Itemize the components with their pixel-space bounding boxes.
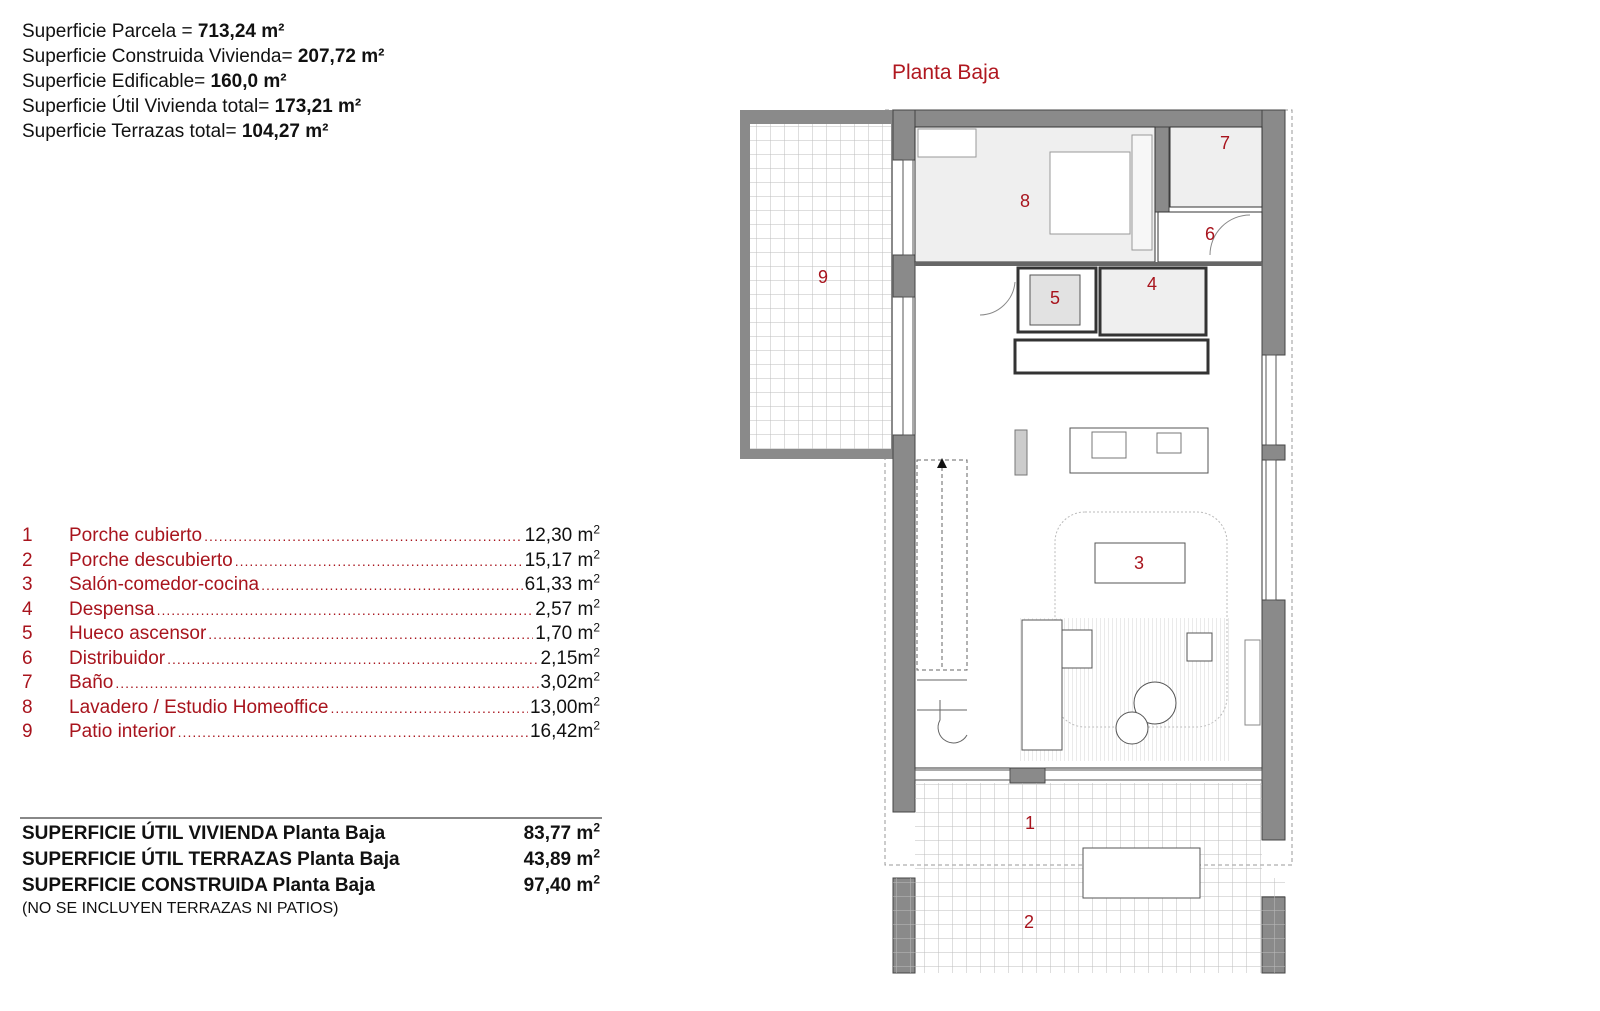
legend-number: 8	[22, 696, 33, 718]
room-label-1: 1	[1024, 813, 1036, 833]
room-label-9: 9	[817, 267, 829, 287]
area-value: 16,42m	[529, 721, 594, 742]
area-value: 13,00m	[529, 696, 594, 718]
plan-title: Planta Baja	[892, 61, 1000, 84]
summary-row-util-vivienda: SUPERFICIE ÚTIL VIVIENDA Planta Baja 83,77 $m^2$	[22, 820, 600, 844]
desk	[1050, 152, 1130, 234]
legend-number: 6	[22, 647, 33, 669]
side-table	[1116, 712, 1148, 744]
legend-room-name: Despensa	[69, 598, 155, 620]
area-unit-sup: 2	[593, 620, 600, 635]
area-unit-sup: 2	[593, 645, 600, 660]
legend-room-name: Distribuidor	[69, 647, 166, 669]
room-label-8: 8	[1019, 191, 1031, 211]
area-unit-sup: 2	[593, 547, 600, 562]
patio-interior	[740, 110, 893, 459]
room-label-4: 4	[1146, 274, 1158, 294]
room-label-7: 7	[1219, 133, 1231, 153]
sink-icon	[1157, 433, 1181, 453]
legend-room-name: Salón-comedor-cocina	[69, 574, 260, 595]
info-line-edificable: Superficie Edificable= 160,0 m²	[22, 71, 287, 92]
area-unit-sup: 2	[593, 718, 600, 733]
armchair	[1187, 633, 1212, 661]
legend-room-name: Hueco ascensor	[69, 623, 207, 644]
area-unit-sup: 2	[593, 571, 600, 586]
legend-room-name: Patio interior	[69, 721, 176, 742]
room-7-bano	[1170, 127, 1262, 207]
legend-room-name: Lavadero / Estudio Homeoffice	[69, 696, 329, 718]
appliances	[918, 129, 976, 157]
legend-room-name: Porche descubierto	[69, 549, 233, 571]
outdoor-table	[1083, 848, 1200, 898]
area-value: 1,70 m	[535, 623, 594, 644]
summary-note: (NO SE INCLUYEN TERRAZAS NI PATIOS)	[22, 900, 339, 917]
area-value: 61,33 m	[524, 574, 594, 595]
area-value: 3,02m	[540, 672, 594, 693]
legend-number: 5	[22, 623, 33, 644]
room-label-3: 3	[1133, 553, 1145, 573]
info-line-util: Superficie Útil Vivienda total= 173,21 m²	[22, 96, 362, 117]
area-unit-sup: 2	[593, 522, 600, 537]
kitchen-island	[1070, 428, 1208, 473]
area-value: 2,15m	[540, 647, 594, 669]
legend-number: 4	[22, 598, 33, 620]
legend-number: 2	[22, 549, 33, 571]
room-label-2: 2	[1023, 912, 1035, 932]
legend-number: 7	[22, 672, 33, 693]
area-unit-sup: 2	[593, 694, 600, 709]
area-unit-sup: 2	[593, 669, 600, 684]
room-label-5: 5	[1049, 288, 1061, 308]
kitchen-counter	[1015, 340, 1208, 373]
area-value: 15,17 m	[524, 549, 594, 571]
cooktop-icon	[1092, 432, 1126, 458]
sofa-chaise	[1062, 630, 1092, 668]
room-label-6: 6	[1204, 224, 1216, 244]
legend-room-name: Porche cubierto	[69, 525, 203, 546]
legend-room-name: Baño	[69, 672, 114, 693]
sofa	[1022, 620, 1062, 750]
info-line-construida: Superficie Construida Vivienda= 207,72 m²	[22, 46, 385, 67]
partition-wall	[915, 262, 1262, 266]
column	[1015, 430, 1027, 475]
area-unit-sup: 2	[593, 596, 600, 611]
summary-row-util-terrazas: SUPERFICIE ÚTIL TERRAZAS Planta Baja 43,89 $m^2$	[22, 846, 600, 870]
info-line-terrazas: Superficie Terrazas total= 104,27 m²	[22, 121, 329, 142]
tv-unit	[1245, 640, 1260, 725]
area-value: 12,30 m	[524, 525, 594, 546]
info-line-parcela: Superficie Parcela = 713,24 m²	[22, 21, 285, 42]
legend-number: 1	[22, 525, 33, 546]
legend-number: 9	[22, 721, 33, 742]
summary-row-construida: SUPERFICIE CONSTRUIDA Planta Baja 97,40 $m^2$	[22, 872, 600, 896]
shelf	[1132, 135, 1152, 250]
legend-number: 3	[22, 574, 33, 595]
area-value: 2,57 m	[535, 598, 594, 620]
